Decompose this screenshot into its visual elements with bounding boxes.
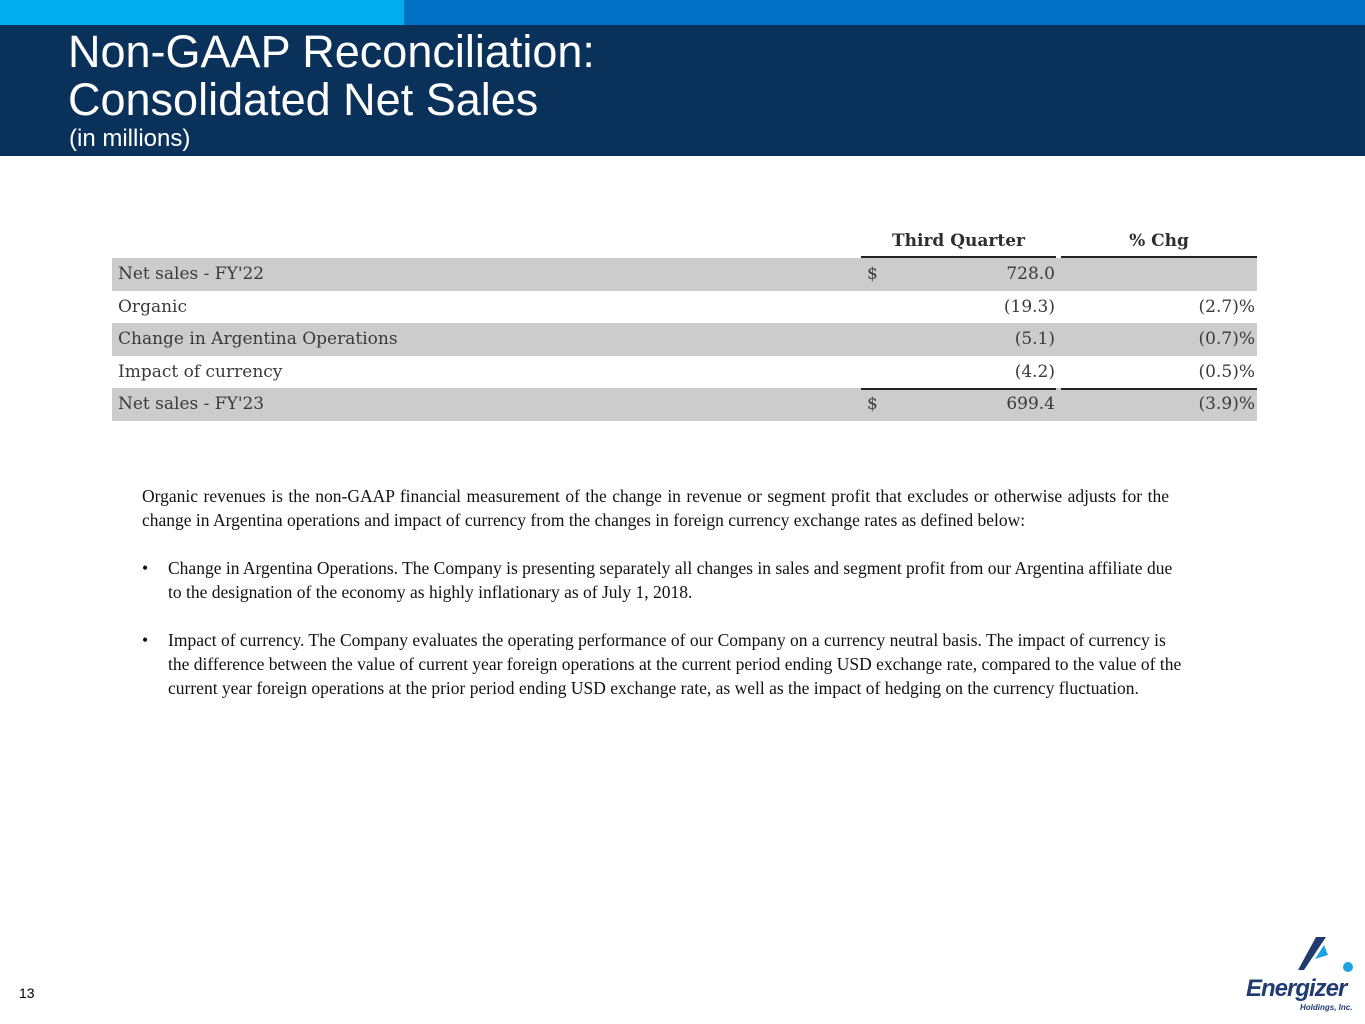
table-row-net-sales-fy22: [112, 258, 1257, 291]
table-row-currency: [112, 356, 1257, 389]
notes-bullet-list: [142, 556, 1187, 700]
row-label: Organic: [118, 296, 187, 317]
logo-subtext: Holdings, Inc.: [1300, 1003, 1353, 1012]
row-pct-change: (3.9)%: [1198, 394, 1255, 414]
column-header-pct-chg: % Chg: [1061, 231, 1257, 258]
notes-intro: Organic revenues is the non-GAAP financial measurement of the change in revenue or segment profit that excludes or otherwise adjusts for the change in Argentina operations and impact of currency from the changes in foreign currency exchange rates as defined below:: [142, 486, 1169, 530]
energizer-logo: [1244, 933, 1356, 1017]
logo-mark-icon: [1244, 933, 1356, 975]
column-header-third-quarter: Third Quarter: [861, 231, 1056, 258]
row-value: (4.2): [1014, 361, 1055, 382]
slide-header: [0, 25, 1365, 156]
bullet-icon: •: [142, 558, 149, 578]
page-number: 13: [19, 985, 35, 1001]
row-label: Impact of currency: [118, 361, 283, 382]
row-value: 728.0: [1006, 264, 1055, 284]
list-item: [142, 556, 1187, 604]
list-item: [142, 628, 1187, 700]
row-pct-change: (2.7)%: [1198, 296, 1255, 317]
currency-symbol: $: [867, 394, 878, 414]
bullet-text: Impact of currency. The Company evaluates the operating performance of our Company on a currency neutral basis. The impact of currency is the difference between the value of current year foreign operations at the current period ending USD exchange rate, compared to the value of the current year foreign operations at the prior period ending USD exchange rate, as well as the impact of hedging on the currency fluctuation.: [168, 630, 1182, 698]
top-color-bar: [0, 0, 1365, 25]
reconciliation-table: [112, 228, 1257, 421]
top-color-bar-accent: [0, 0, 404, 25]
table-row-net-sales-fy23: [112, 388, 1257, 421]
bullet-icon: •: [142, 630, 149, 650]
table-row-argentina: [112, 323, 1257, 356]
row-label: Net sales - FY'22: [118, 264, 265, 284]
row-value: (19.3): [1003, 296, 1055, 317]
table-row-organic: [112, 291, 1257, 324]
table-header-row: [112, 228, 1257, 258]
row-value: (5.1): [1014, 329, 1055, 349]
bullet-text: Change in Argentina Operations. The Company is presenting separately all changes in sales and segment profit from our Argentina affiliate due to the designation of the economy as highly inflationary as of July 1, 2018.: [168, 558, 1173, 602]
slide-subtitle: (in millions): [69, 125, 191, 152]
row-label: Net sales - FY'23: [118, 394, 265, 414]
row-label: Change in Argentina Operations: [118, 329, 398, 349]
row-pct-change: (0.5)%: [1198, 361, 1255, 382]
logo-wordmark: Energizer: [1246, 975, 1347, 1002]
slide-title: [68, 28, 595, 124]
definitions-notes: [142, 484, 1187, 724]
row-value: 699.4: [1006, 394, 1055, 414]
row-pct-change: (0.7)%: [1198, 329, 1255, 349]
title-line-2: Consolidated Net Sales: [68, 74, 539, 125]
currency-symbol: $: [867, 264, 878, 284]
title-line-1: Non-GAAP Reconciliation:: [68, 26, 595, 77]
